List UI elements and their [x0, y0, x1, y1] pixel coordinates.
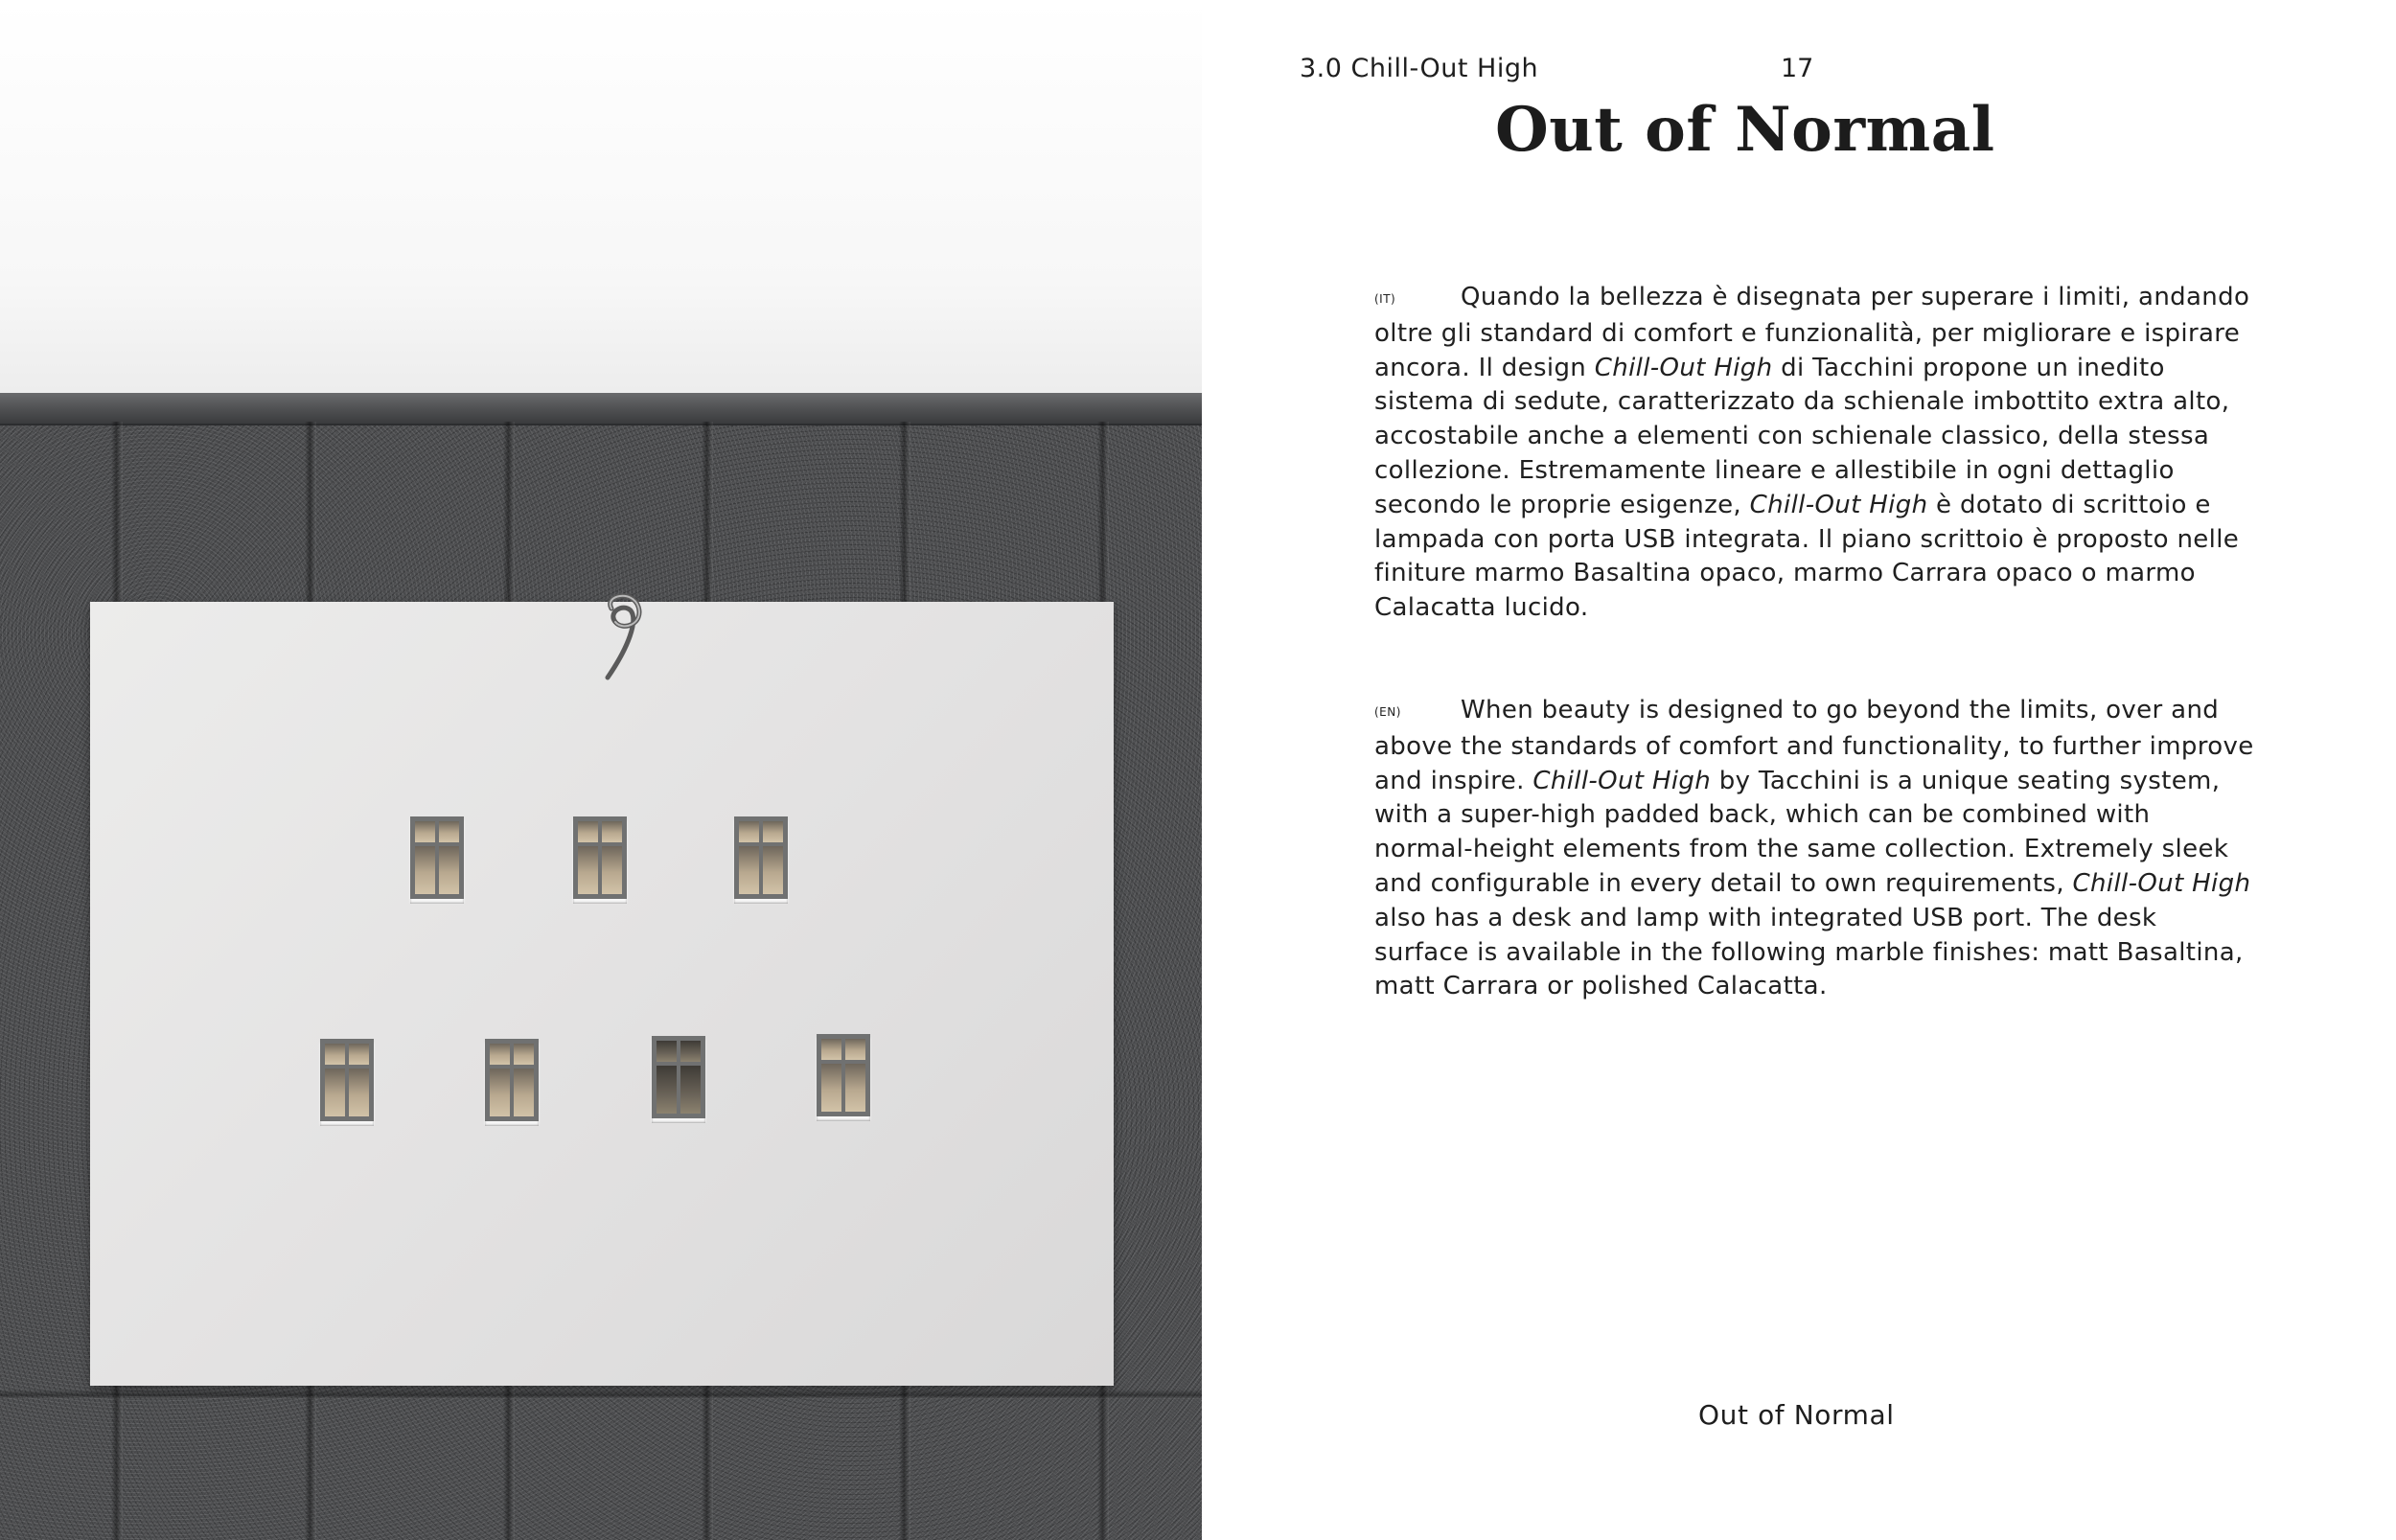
- footer-label: Out of Normal: [1698, 1399, 1895, 1431]
- product-name: Chill-Out High: [1594, 353, 1773, 382]
- language-tag-en: (EN): [1374, 705, 1401, 719]
- paper-sheet: [90, 602, 1114, 1386]
- section-running-head: 3.0 Chill-Out High: [1300, 54, 1539, 83]
- wall-background: [0, 0, 1202, 402]
- window-drawing: [573, 816, 627, 899]
- cushion-seam: [0, 1390, 1202, 1399]
- backrest-top-edge: [0, 393, 1202, 425]
- product-name: Chill-Out High: [2072, 868, 2251, 898]
- window-drawing: [485, 1039, 539, 1121]
- product-name: Chill-Out High: [1749, 490, 1928, 519]
- window-drawing: [410, 816, 464, 899]
- window-drawing: [652, 1036, 705, 1118]
- window-drawing: [734, 816, 788, 899]
- paper-clip-icon: [594, 589, 656, 681]
- text-page: [1202, 0, 2396, 1540]
- page-number: 17: [1781, 54, 1814, 83]
- window-drawing: [817, 1034, 870, 1116]
- product-name: Chill-Out High: [1532, 766, 1712, 795]
- page-title: Out of Normal: [1495, 94, 1995, 166]
- italian-paragraph: (IT) Quando la bellezza è disegnata per superare i limiti, andando oltre gli standard di comfort e funzionalità, per migliorare e ispirare ancora. Il design Chill-Out High di Tacchini propone un inedito sistema di sedute, caratterizzato da schienale imbottito extra alto, accostabile anche a elementi con schienale classico, della stessa collezione. Estremamente lineare e allestibile in ogni dettaglio secondo le proprie esigenze, Chill-Out High è dotato di scrittoio e lampada con porta USB integrata. Il piano scrittoio è proposto nelle finiture marmo Basaltina opaco, marmo Carrara opaco o marmo Calacatta lucido.: [1374, 283, 2250, 623]
- window-drawing: [320, 1039, 374, 1121]
- language-tag-it: (IT): [1374, 292, 1396, 306]
- english-paragraph: (EN) When beauty is designed to go beyond the limits, over and above the standards of comfort and functionality, to further improve and inspire. Chill-Out High by Tacchini is a unique seating system, with a super-high padded back, which can be combined with normal-height elements from the same collection. Extremely sleek and configurable in every detail to own requirements, Chill-Out High also has a desk and lamp with integrated USB port. The desk surface is available in the following marble finishes: matt Basaltina, matt Carrara or polished Calacatta.: [1374, 696, 2254, 1001]
